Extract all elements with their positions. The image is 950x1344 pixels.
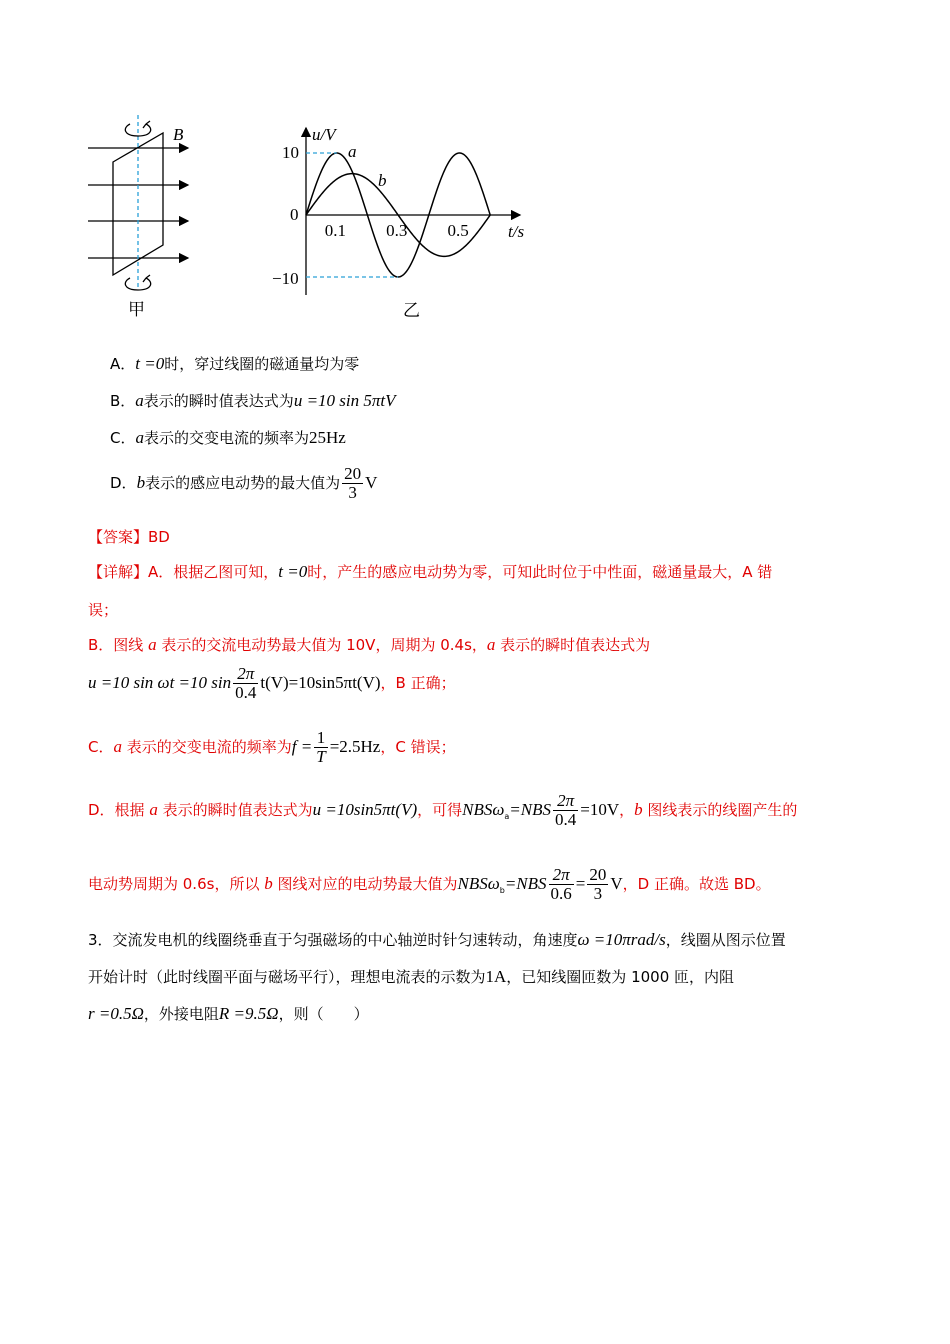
- detail-d-line2: 电动势周期为 0.6s，所以 b 图线对应的电动势最大值为NBSω$_b$=NBS $\frac{2\pi}{0.6}$ = $\frac{20}{3}$ V，D 正确。故选 BD。: [88, 865, 771, 903]
- option-b: B．a表示的瞬时值表达式为u =10 sin 5πtV: [110, 391, 396, 410]
- detail-d-line1: D．根据 a 表示的瞬时值表达式为u =10sin5πt(V)，可得NBSω$_a$=NBS $\frac{2\pi}{0.4}$ =10V，b 图线表示的线圈产生的: [88, 791, 798, 829]
- question3-line2: 开始计时（此时线圈平面与磁场平行），理想电流表的示数为1A，已知线圈匝数为 1000 匝，内阻: [88, 967, 735, 986]
- option-a: A．t =0时，穿过线圈的磁通量均为零: [110, 354, 360, 373]
- detail-a-line1: 【详解】A．根据乙图可知，t =0时，产生的感应电动势为零，可知此时位于中性面，磁通量最大，A 错: [88, 562, 773, 581]
- detail-b-equation: u =10 sin ωt =10 sin $\frac{2\pi}{0.4}$ t(V)=10sin5πt(V)，B 正确；: [88, 664, 456, 702]
- detail-b-line1: B．图线 a 表示的交流电动势最大值为 10V，周期为 0.4s，a 表示的瞬时值表达式为: [88, 635, 651, 654]
- option-c: C．a表示的交变电流的频率为25Hz: [110, 428, 346, 447]
- option-d-fraction: $\frac{20}{3}$: [344, 464, 362, 502]
- y-axis-label: u/V: [312, 125, 336, 144]
- option-d: D．b表示的感应电动势的最大值为 $\frac{20}{3}$ V: [110, 464, 378, 502]
- detail-a-line2: 误；: [88, 601, 119, 619]
- x-axis-label: t/s: [508, 222, 525, 241]
- detail-c-line: C．a 表示的交变电流的频率为f = $\frac{1}{T}$ =2.5Hz，C 错误；: [88, 728, 456, 766]
- curve-a-label: a: [348, 142, 357, 161]
- coil-frame: [113, 133, 163, 275]
- x-tick-label: 0.1: [324, 221, 346, 240]
- x-tick-label: 0.3: [386, 221, 408, 240]
- figure-yi-chart: [270, 120, 540, 325]
- answer-label: 【答案】: [88, 528, 149, 546]
- option-b-math: u =10 sin 5πtV: [293, 391, 396, 410]
- detail-label: 【详解】: [88, 563, 149, 581]
- caption-yi: 乙: [403, 301, 420, 321]
- y-tick-zero: 0: [290, 205, 299, 224]
- question3-line3: r =0.5Ω，外接电阻R =9.5Ω，则（ ）: [88, 1004, 369, 1023]
- answer-value: BD: [148, 528, 170, 546]
- figure-jia: [80, 110, 210, 325]
- y-tick-top: 10: [282, 143, 299, 162]
- option-a-math: t =0: [135, 354, 165, 373]
- label-B: B: [173, 125, 184, 144]
- option-c-math: 25Hz: [309, 428, 346, 447]
- answer-line: [88, 526, 170, 548]
- curve-b-label: b: [378, 171, 387, 190]
- x-tick-label: 0.5: [447, 221, 469, 240]
- caption-jia: 甲: [128, 300, 145, 320]
- y-tick-bottom: −10: [272, 269, 299, 288]
- question3-line1: 3．交流发电机的线圈绕垂直于匀强磁场的中心轴逆时针匀速转动，角速度ω =10πrad/s，线圈从图示位置: [88, 930, 786, 949]
